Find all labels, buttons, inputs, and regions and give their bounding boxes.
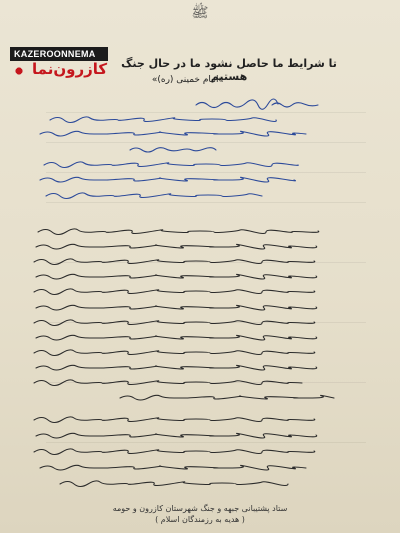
footer-dedication: ( هديه به رزمندگان اسلام ): [155, 515, 245, 524]
letterhead-footer: [0, 503, 400, 525]
handwriting-line: [46, 193, 262, 199]
handwriting-line: [40, 177, 296, 182]
letterhead-title: تا شرايط ما حاصل نشود ما در حال جنگ هستيم: [121, 57, 337, 83]
handwriting-line: [34, 380, 302, 386]
letterhead-subtitle: «امام خمينی (ره)»: [151, 75, 224, 85]
handwriting-line: [38, 229, 319, 235]
handwriting-line: [34, 259, 315, 265]
logo-latin-text: KAZEROONNEMA: [10, 47, 108, 61]
handwriting-line: [50, 117, 276, 123]
handwriting-line: [36, 433, 317, 438]
header-symbol: ﷺ: [191, 5, 209, 21]
blue-ink-section: [40, 99, 318, 199]
handwriting-line: [36, 335, 317, 340]
handwriting-line: [36, 244, 317, 249]
handwriting-line: [40, 131, 306, 136]
handwriting-line: [272, 103, 318, 107]
handwriting-line: [34, 417, 315, 423]
handwriting-line: [36, 274, 317, 279]
handwriting-line: [34, 350, 315, 356]
handwriting-line: [196, 99, 278, 109]
handwriting-line: [34, 449, 315, 455]
handwriting-line: [36, 365, 317, 370]
handwriting-line: [44, 162, 298, 168]
handwriting-line: [34, 289, 315, 295]
handwriting-line: [60, 481, 288, 487]
black-ink-section: [34, 229, 334, 487]
logo-persian-text: کازرون‌نما: [32, 60, 108, 78]
handwriting-line: [120, 395, 334, 400]
handwriting-line: [36, 305, 317, 310]
handwriting-line: [130, 148, 216, 152]
handwriting-line: [40, 465, 306, 470]
handwriting-line: [34, 320, 315, 326]
footer-organization: ستاد پشتيبانی جبهه و جنگ شهرستان کازرون و حومه: [112, 504, 288, 513]
